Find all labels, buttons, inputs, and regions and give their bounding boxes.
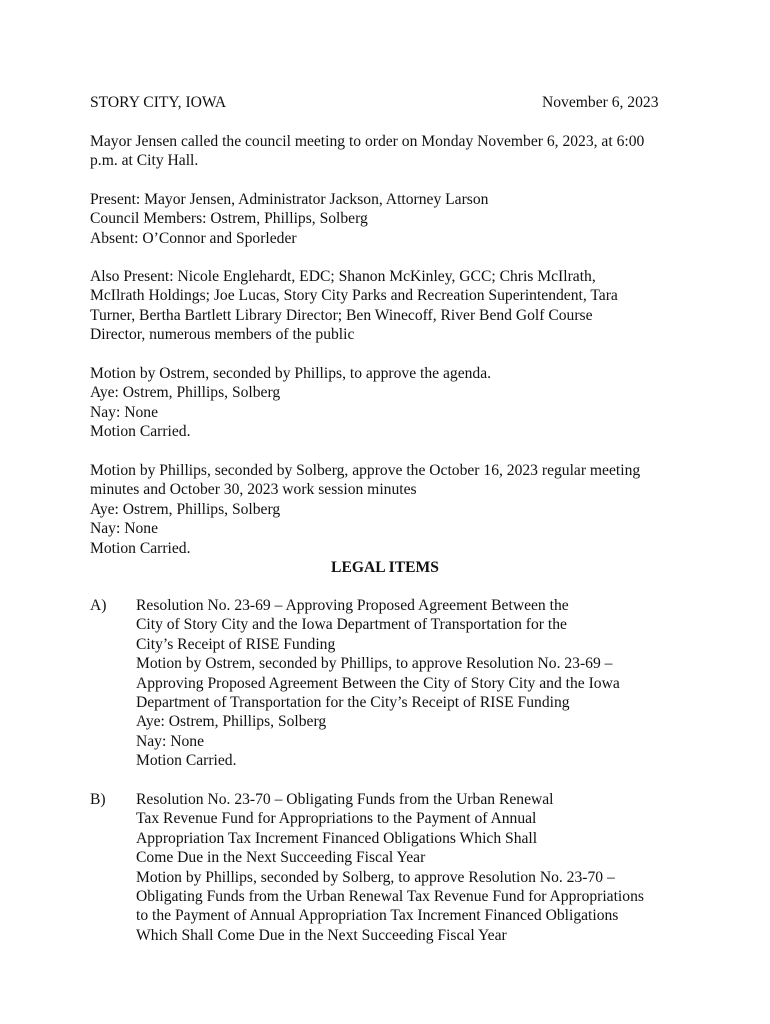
motion-result-line: Motion Carried.	[90, 423, 191, 441]
item-line: Approving Proposed Agreement Between the City of Story City and the Iowa	[136, 674, 620, 692]
item-a-body	[136, 596, 620, 771]
motion-agenda-paragraph	[90, 364, 491, 442]
nay-line: Nay: None	[90, 520, 158, 538]
item-line: Motion by Phillips, seconded by Solberg, to approve Resolution No. 23-70 –	[136, 868, 615, 886]
header-date: November 6, 2023	[542, 94, 659, 111]
item-line: Obligating Funds from the Urban Renewal Tax Revenue Fund for Appropriations	[136, 888, 644, 906]
item-line: Come Due in the Next Succeeding Fiscal Year	[136, 849, 426, 867]
header-location: STORY CITY, IOWA	[90, 94, 227, 111]
call-to-order-paragraph	[90, 132, 644, 171]
paragraph-line: Director, numerous members of the public	[90, 326, 355, 344]
nay-line: Nay: None	[90, 403, 158, 421]
item-line: Resolution No. 23-69 – Approving Proposed Agreement Between the	[136, 597, 569, 614]
paragraph-line: Mayor Jensen called the council meeting to order on Monday November 6, 2023, at 6:00	[90, 133, 645, 150]
item-b-body	[136, 790, 644, 945]
item-label-a: A)	[90, 597, 107, 614]
item-line: Aye: Ostrem, Phillips, Solberg	[136, 713, 327, 731]
item-line: City’s Receipt of RISE Funding	[136, 635, 336, 653]
paragraph-line: Also Present: Nicole Englehardt, EDC; Shanon McKinley, GCC; Chris McIlrath,	[90, 268, 596, 285]
motion-line: Motion by Phillips, seconded by Solberg, approve the October 16, 2023 regular meeting	[90, 462, 641, 479]
motion-result-line: Motion Carried.	[90, 539, 191, 557]
item-label-b: B)	[90, 791, 106, 808]
paragraph-line: McIlrath Holdings; Joe Lucas, Story City Parks and Recreation Superintendent, Tara	[90, 287, 618, 305]
motion-line: Motion by Ostrem, seconded by Phillips, to approve the agenda.	[90, 365, 492, 382]
aye-line: Aye: Ostrem, Phillips, Solberg	[90, 500, 281, 518]
item-line: Motion Carried.	[136, 752, 237, 770]
present-line: Present: Mayor Jensen, Administrator Jackson, Attorney Larson	[90, 191, 489, 208]
attendance-paragraph	[90, 190, 488, 248]
item-line: Department of Transportation for the City’s Receipt of RISE Funding	[136, 694, 570, 712]
section-heading-legal-items: LEGAL ITEMS	[331, 559, 439, 576]
motion-line: minutes and October 30, 2023 work session minutes	[90, 481, 417, 499]
motion-minutes-paragraph	[90, 461, 640, 558]
item-line: City of Story City and the Iowa Department of Transportation for the	[136, 616, 567, 634]
item-line: Resolution No. 23-70 – Obligating Funds from the Urban Renewal	[136, 791, 554, 808]
item-line: to the Payment of Annual Appropriation Tax Increment Financed Obligations	[136, 907, 619, 925]
aye-line: Aye: Ostrem, Phillips, Solberg	[90, 384, 281, 402]
paragraph-line: p.m. at City Hall.	[90, 152, 199, 170]
absent-line: Absent: O’Connor and Sporleder	[90, 229, 297, 247]
paragraph-line: Turner, Bertha Bartlett Library Director; Ben Winecoff, River Bend Golf Course	[90, 306, 593, 324]
item-line: Which Shall Come Due in the Next Succeeding Fiscal Year	[136, 926, 507, 944]
item-line: Nay: None	[136, 732, 204, 750]
item-line: Appropriation Tax Increment Financed Obligations Which Shall	[136, 829, 538, 847]
item-line: Motion by Ostrem, seconded by Phillips, to approve Resolution No. 23-69 –	[136, 655, 613, 673]
also-present-paragraph	[90, 267, 618, 345]
item-line: Tax Revenue Fund for Appropriations to the Payment of Annual	[136, 810, 537, 828]
council-members-line: Council Members: Ostrem, Phillips, Solberg	[90, 210, 368, 228]
